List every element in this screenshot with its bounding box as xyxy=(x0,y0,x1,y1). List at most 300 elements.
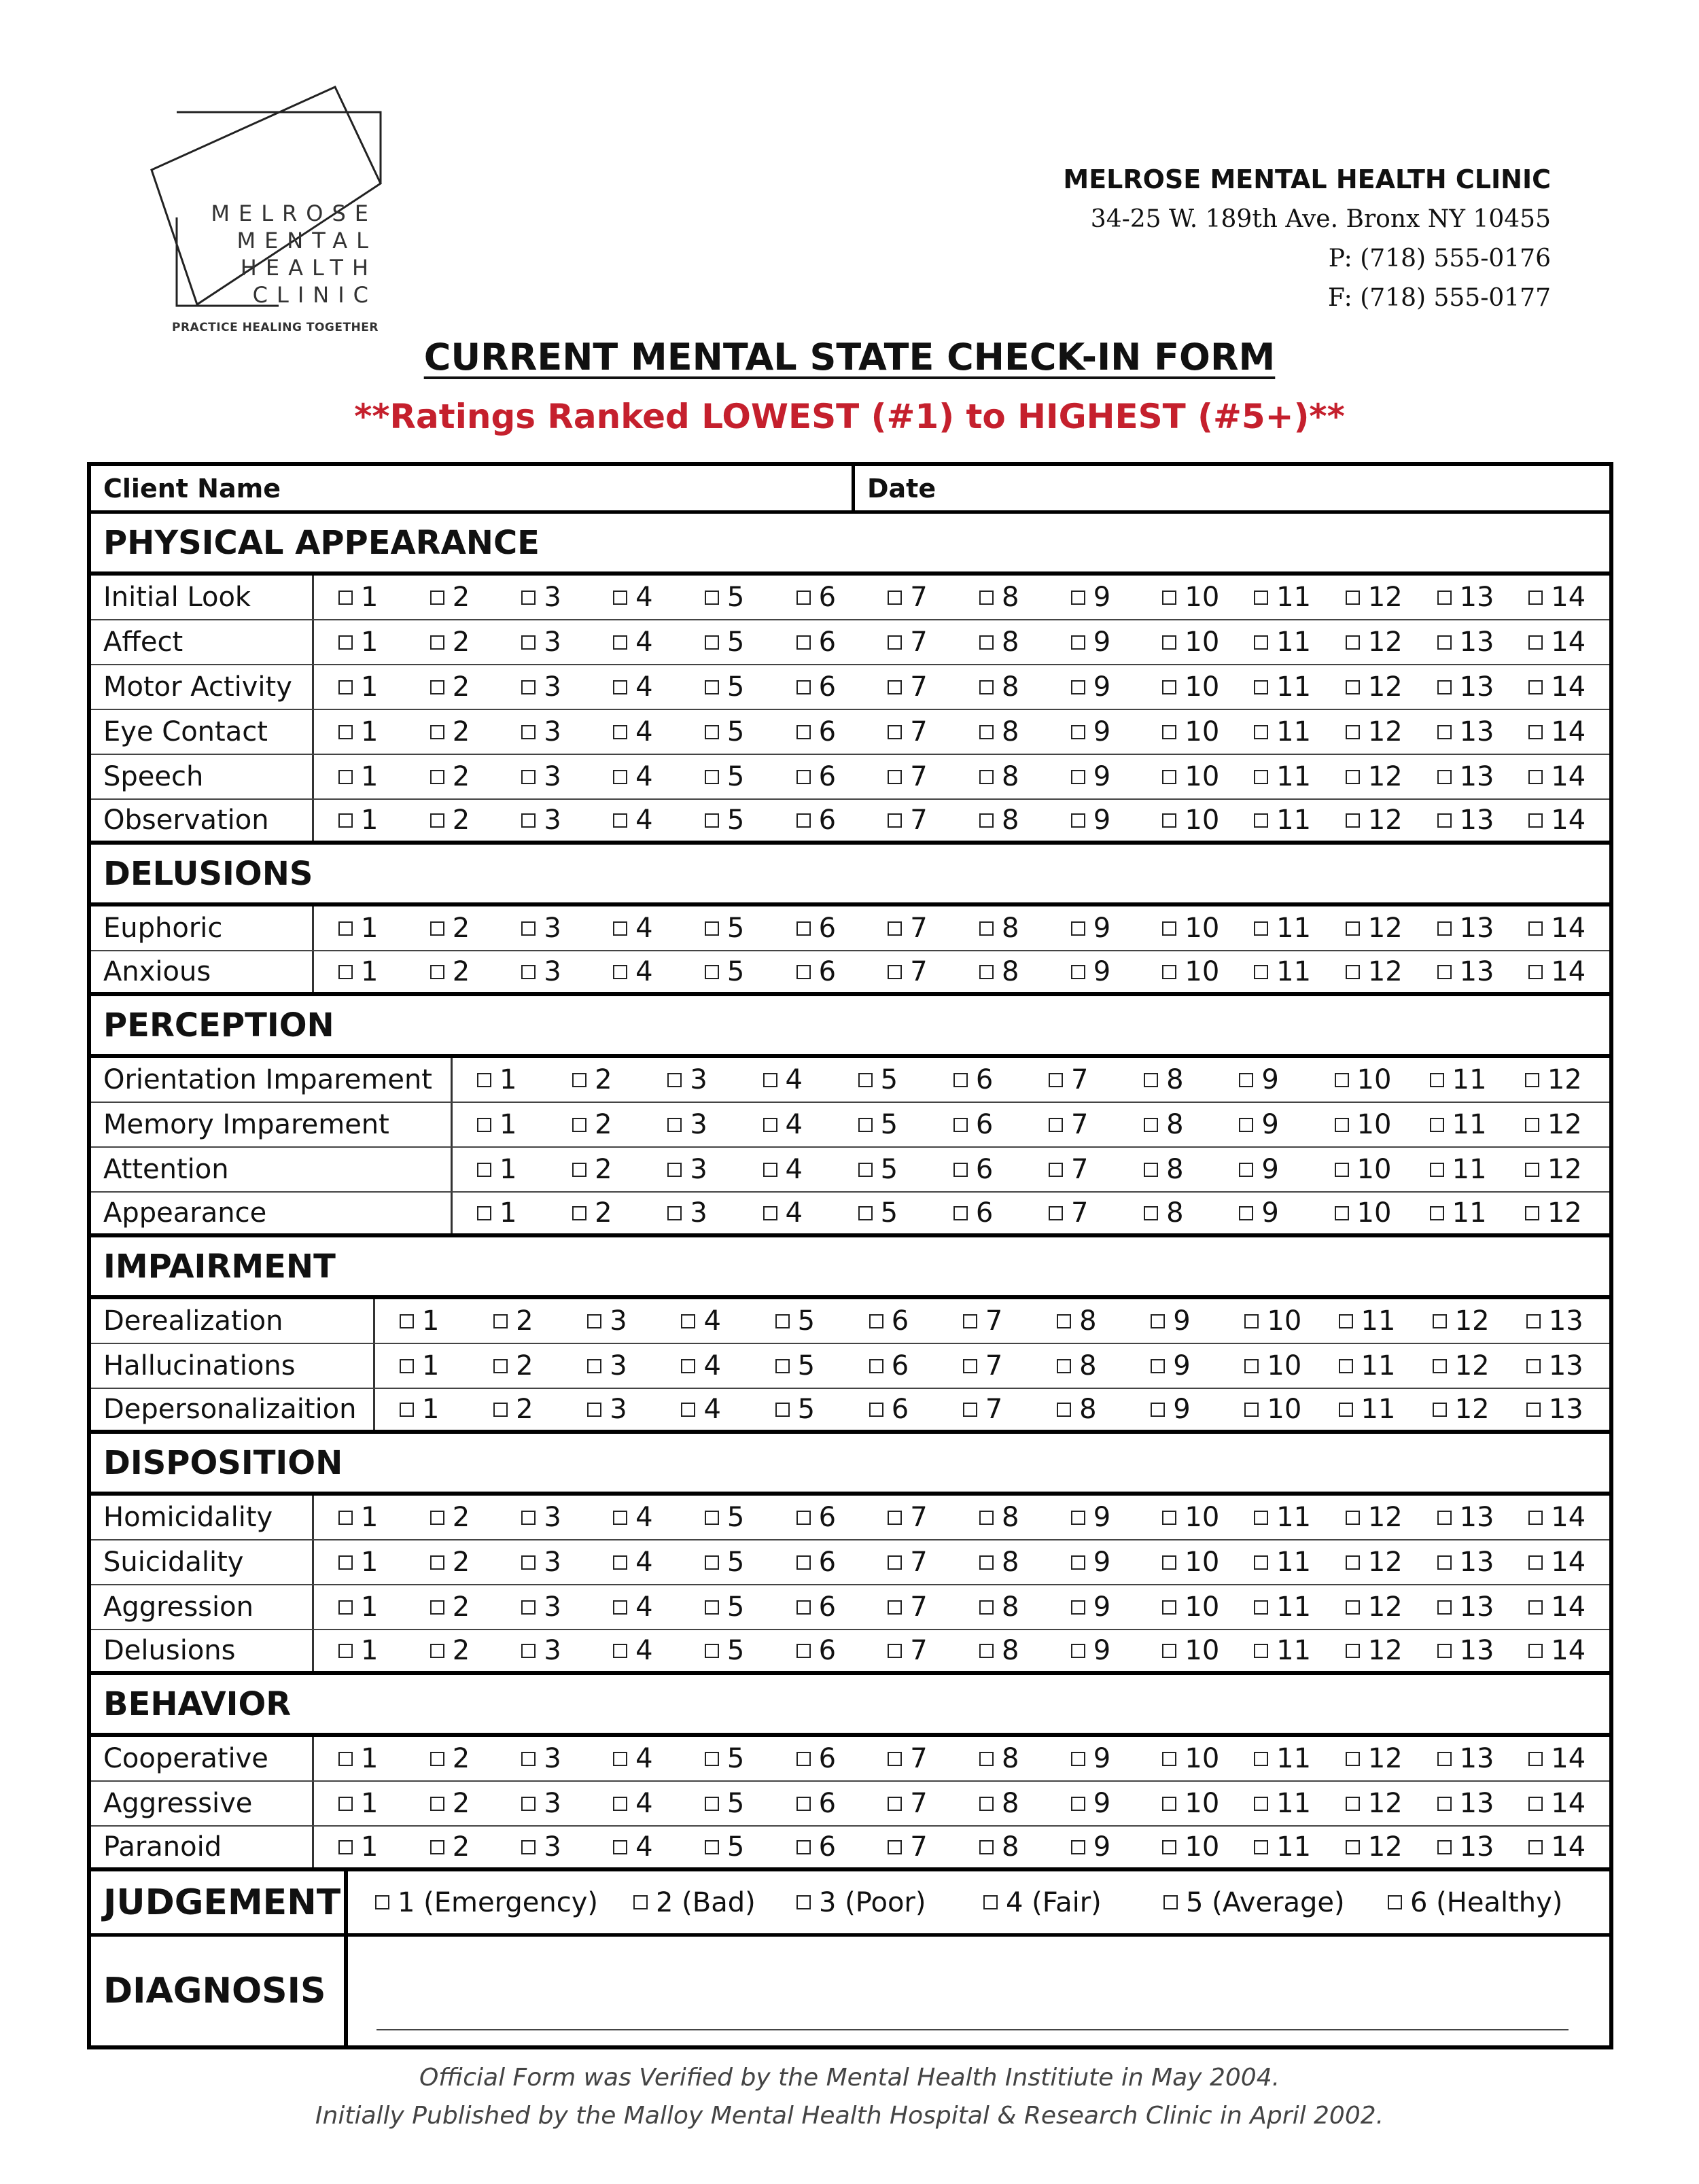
rating-checkbox[interactable] xyxy=(613,576,652,619)
rating-checkbox[interactable] xyxy=(521,755,561,798)
rating-checkbox[interactable] xyxy=(1071,1630,1110,1671)
rating-checkbox[interactable] xyxy=(1346,906,1403,950)
rating-checkbox[interactable] xyxy=(1254,1737,1311,1780)
rating-checkbox[interactable] xyxy=(775,1299,815,1343)
rating-checkbox[interactable] xyxy=(953,1103,993,1146)
rating-checkbox[interactable] xyxy=(979,906,1019,950)
rating-checkbox[interactable] xyxy=(613,710,652,754)
rating-checkbox[interactable] xyxy=(1437,1630,1494,1671)
rating-checkbox[interactable] xyxy=(430,710,470,754)
judgement-option[interactable] xyxy=(375,1871,598,1933)
rating-checkbox[interactable] xyxy=(681,1299,720,1343)
rating-checkbox[interactable] xyxy=(1162,665,1219,709)
rating-checkbox[interactable] xyxy=(979,1782,1019,1825)
rating-checkbox[interactable] xyxy=(888,1827,927,1867)
rating-checkbox[interactable] xyxy=(521,906,561,950)
rating-checkbox[interactable] xyxy=(796,800,836,841)
rating-checkbox[interactable] xyxy=(338,1496,378,1539)
rating-checkbox[interactable] xyxy=(1071,1737,1110,1780)
rating-checkbox[interactable] xyxy=(705,951,744,992)
rating-checkbox[interactable] xyxy=(979,1585,1019,1629)
rating-checkbox[interactable] xyxy=(705,800,744,841)
rating-checkbox[interactable] xyxy=(1057,1299,1096,1343)
rating-checkbox[interactable] xyxy=(338,576,378,619)
rating-checkbox[interactable] xyxy=(1049,1148,1088,1191)
rating-checkbox[interactable] xyxy=(667,1103,707,1146)
rating-checkbox[interactable] xyxy=(587,1299,627,1343)
rating-checkbox[interactable] xyxy=(1254,1540,1311,1584)
rating-checkbox[interactable] xyxy=(477,1103,516,1146)
rating-checkbox[interactable] xyxy=(705,1496,744,1539)
rating-checkbox[interactable] xyxy=(430,1630,470,1671)
rating-checkbox[interactable] xyxy=(430,1782,470,1825)
rating-checkbox[interactable] xyxy=(888,665,927,709)
judgement-option[interactable] xyxy=(1388,1871,1562,1933)
rating-checkbox[interactable] xyxy=(1430,1193,1487,1233)
rating-checkbox[interactable] xyxy=(1437,1737,1494,1780)
rating-checkbox[interactable] xyxy=(400,1344,439,1388)
rating-checkbox[interactable] xyxy=(1430,1058,1487,1102)
rating-checkbox[interactable] xyxy=(521,1585,561,1629)
rating-checkbox[interactable] xyxy=(572,1103,612,1146)
rating-checkbox[interactable] xyxy=(613,1630,652,1671)
rating-checkbox[interactable] xyxy=(521,665,561,709)
rating-checkbox[interactable] xyxy=(796,1782,836,1825)
rating-checkbox[interactable] xyxy=(1346,1585,1403,1629)
rating-checkbox[interactable] xyxy=(338,1827,378,1867)
rating-checkbox[interactable] xyxy=(1049,1193,1088,1233)
rating-checkbox[interactable] xyxy=(953,1058,993,1102)
rating-checkbox[interactable] xyxy=(888,1737,927,1780)
rating-checkbox[interactable] xyxy=(705,1737,744,1780)
rating-checkbox[interactable] xyxy=(1254,1782,1311,1825)
rating-checkbox[interactable] xyxy=(521,800,561,841)
rating-checkbox[interactable] xyxy=(1437,1540,1494,1584)
rating-checkbox[interactable] xyxy=(705,906,744,950)
rating-checkbox[interactable] xyxy=(858,1103,898,1146)
rating-checkbox[interactable] xyxy=(979,1737,1019,1780)
rating-checkbox[interactable] xyxy=(1526,1299,1583,1343)
rating-checkbox[interactable] xyxy=(763,1103,803,1146)
rating-checkbox[interactable] xyxy=(1346,1630,1403,1671)
rating-checkbox[interactable] xyxy=(1430,1103,1487,1146)
rating-checkbox[interactable] xyxy=(1151,1389,1190,1430)
rating-checkbox[interactable] xyxy=(796,620,836,664)
rating-checkbox[interactable] xyxy=(1254,906,1311,950)
rating-checkbox[interactable] xyxy=(1526,1389,1583,1430)
rating-checkbox[interactable] xyxy=(338,1630,378,1671)
rating-checkbox[interactable] xyxy=(1528,1737,1586,1780)
rating-checkbox[interactable] xyxy=(963,1389,1002,1430)
rating-checkbox[interactable] xyxy=(521,620,561,664)
rating-checkbox[interactable] xyxy=(705,665,744,709)
rating-checkbox[interactable] xyxy=(1437,951,1494,992)
rating-checkbox[interactable] xyxy=(705,710,744,754)
rating-checkbox[interactable] xyxy=(1254,1827,1311,1867)
rating-checkbox[interactable] xyxy=(1437,710,1494,754)
rating-checkbox[interactable] xyxy=(613,1782,652,1825)
rating-checkbox[interactable] xyxy=(477,1148,516,1191)
rating-checkbox[interactable] xyxy=(1433,1344,1490,1388)
rating-checkbox[interactable] xyxy=(963,1344,1002,1388)
rating-checkbox[interactable] xyxy=(613,951,652,992)
rating-checkbox[interactable] xyxy=(796,1827,836,1867)
rating-checkbox[interactable] xyxy=(1528,1585,1586,1629)
judgement-option[interactable] xyxy=(633,1871,756,1933)
rating-checkbox[interactable] xyxy=(430,1737,470,1780)
rating-checkbox[interactable] xyxy=(1437,1496,1494,1539)
rating-checkbox[interactable] xyxy=(1254,710,1311,754)
rating-checkbox[interactable] xyxy=(1049,1058,1088,1102)
rating-checkbox[interactable] xyxy=(1335,1103,1392,1146)
rating-checkbox[interactable] xyxy=(338,1540,378,1584)
rating-checkbox[interactable] xyxy=(1346,665,1403,709)
rating-checkbox[interactable] xyxy=(477,1058,516,1102)
rating-checkbox[interactable] xyxy=(521,1630,561,1671)
rating-checkbox[interactable] xyxy=(888,951,927,992)
rating-checkbox[interactable] xyxy=(1162,1737,1219,1780)
rating-checkbox[interactable] xyxy=(1526,1344,1583,1388)
rating-checkbox[interactable] xyxy=(1151,1299,1190,1343)
rating-checkbox[interactable] xyxy=(1071,710,1110,754)
rating-checkbox[interactable] xyxy=(1346,620,1403,664)
rating-checkbox[interactable] xyxy=(572,1058,612,1102)
rating-checkbox[interactable] xyxy=(1433,1299,1490,1343)
rating-checkbox[interactable] xyxy=(1049,1103,1088,1146)
rating-checkbox[interactable] xyxy=(888,755,927,798)
rating-checkbox[interactable] xyxy=(430,951,470,992)
rating-checkbox[interactable] xyxy=(705,620,744,664)
rating-checkbox[interactable] xyxy=(521,1782,561,1825)
rating-checkbox[interactable] xyxy=(979,576,1019,619)
rating-checkbox[interactable] xyxy=(1437,576,1494,619)
rating-checkbox[interactable] xyxy=(1433,1389,1490,1430)
rating-checkbox[interactable] xyxy=(613,620,652,664)
rating-checkbox[interactable] xyxy=(613,1827,652,1867)
rating-checkbox[interactable] xyxy=(1239,1058,1278,1102)
rating-checkbox[interactable] xyxy=(1162,1540,1219,1584)
rating-checkbox[interactable] xyxy=(613,1585,652,1629)
rating-checkbox[interactable] xyxy=(1071,800,1110,841)
rating-checkbox[interactable] xyxy=(521,1737,561,1780)
rating-checkbox[interactable] xyxy=(1528,1630,1586,1671)
rating-checkbox[interactable] xyxy=(613,1496,652,1539)
rating-checkbox[interactable] xyxy=(1346,1782,1403,1825)
rating-checkbox[interactable] xyxy=(1525,1193,1582,1233)
rating-checkbox[interactable] xyxy=(338,906,378,950)
rating-checkbox[interactable] xyxy=(1254,800,1311,841)
rating-checkbox[interactable] xyxy=(1244,1299,1301,1343)
rating-checkbox[interactable] xyxy=(572,1148,612,1191)
rating-checkbox[interactable] xyxy=(1525,1103,1582,1146)
rating-checkbox[interactable] xyxy=(888,1540,927,1584)
client-name-field[interactable] xyxy=(91,466,855,510)
rating-checkbox[interactable] xyxy=(1162,1496,1219,1539)
rating-checkbox[interactable] xyxy=(1528,710,1586,754)
rating-checkbox[interactable] xyxy=(1346,1827,1403,1867)
rating-checkbox[interactable] xyxy=(338,1782,378,1825)
rating-checkbox[interactable] xyxy=(1162,755,1219,798)
rating-checkbox[interactable] xyxy=(1071,1540,1110,1584)
rating-checkbox[interactable] xyxy=(796,1496,836,1539)
rating-checkbox[interactable] xyxy=(1071,951,1110,992)
rating-checkbox[interactable] xyxy=(613,1540,652,1584)
rating-checkbox[interactable] xyxy=(1346,800,1403,841)
rating-checkbox[interactable] xyxy=(613,1737,652,1780)
rating-checkbox[interactable] xyxy=(1437,1585,1494,1629)
rating-checkbox[interactable] xyxy=(1528,755,1586,798)
rating-checkbox[interactable] xyxy=(681,1389,720,1430)
rating-checkbox[interactable] xyxy=(1528,951,1586,992)
rating-checkbox[interactable] xyxy=(979,1630,1019,1671)
rating-checkbox[interactable] xyxy=(979,665,1019,709)
diagnosis-input-line[interactable] xyxy=(376,2029,1569,2030)
rating-checkbox[interactable] xyxy=(705,755,744,798)
rating-checkbox[interactable] xyxy=(430,1585,470,1629)
rating-checkbox[interactable] xyxy=(1528,800,1586,841)
rating-checkbox[interactable] xyxy=(705,1782,744,1825)
rating-checkbox[interactable] xyxy=(1162,620,1219,664)
rating-checkbox[interactable] xyxy=(1071,1585,1110,1629)
rating-checkbox[interactable] xyxy=(1437,800,1494,841)
rating-checkbox[interactable] xyxy=(888,800,927,841)
rating-checkbox[interactable] xyxy=(1162,951,1219,992)
rating-checkbox[interactable] xyxy=(796,1737,836,1780)
rating-checkbox[interactable] xyxy=(1239,1193,1278,1233)
rating-checkbox[interactable] xyxy=(1528,620,1586,664)
rating-checkbox[interactable] xyxy=(1254,1496,1311,1539)
rating-checkbox[interactable] xyxy=(858,1148,898,1191)
rating-checkbox[interactable] xyxy=(1162,906,1219,950)
rating-checkbox[interactable] xyxy=(1437,755,1494,798)
rating-checkbox[interactable] xyxy=(705,1540,744,1584)
rating-checkbox[interactable] xyxy=(1244,1389,1301,1430)
rating-checkbox[interactable] xyxy=(613,906,652,950)
rating-checkbox[interactable] xyxy=(953,1193,993,1233)
rating-checkbox[interactable] xyxy=(1525,1058,1582,1102)
rating-checkbox[interactable] xyxy=(1162,1585,1219,1629)
rating-checkbox[interactable] xyxy=(1437,620,1494,664)
rating-checkbox[interactable] xyxy=(979,1540,1019,1584)
rating-checkbox[interactable] xyxy=(1437,1827,1494,1867)
rating-checkbox[interactable] xyxy=(1528,1827,1586,1867)
rating-checkbox[interactable] xyxy=(1339,1389,1396,1430)
rating-checkbox[interactable] xyxy=(430,1540,470,1584)
rating-checkbox[interactable] xyxy=(613,800,652,841)
rating-checkbox[interactable] xyxy=(775,1389,815,1430)
rating-checkbox[interactable] xyxy=(1437,1782,1494,1825)
rating-checkbox[interactable] xyxy=(1162,800,1219,841)
rating-checkbox[interactable] xyxy=(1525,1148,1582,1191)
rating-checkbox[interactable] xyxy=(1162,1827,1219,1867)
rating-checkbox[interactable] xyxy=(667,1193,707,1233)
rating-checkbox[interactable] xyxy=(1346,576,1403,619)
rating-checkbox[interactable] xyxy=(400,1389,439,1430)
rating-checkbox[interactable] xyxy=(979,1496,1019,1539)
rating-checkbox[interactable] xyxy=(796,1630,836,1671)
rating-checkbox[interactable] xyxy=(796,665,836,709)
rating-checkbox[interactable] xyxy=(1162,1630,1219,1671)
rating-checkbox[interactable] xyxy=(493,1389,533,1430)
rating-checkbox[interactable] xyxy=(1057,1344,1096,1388)
rating-checkbox[interactable] xyxy=(1430,1148,1487,1191)
rating-checkbox[interactable] xyxy=(1071,665,1110,709)
rating-checkbox[interactable] xyxy=(1144,1148,1183,1191)
rating-checkbox[interactable] xyxy=(705,1585,744,1629)
rating-checkbox[interactable] xyxy=(493,1344,533,1388)
rating-checkbox[interactable] xyxy=(1239,1103,1278,1146)
rating-checkbox[interactable] xyxy=(1071,620,1110,664)
rating-checkbox[interactable] xyxy=(763,1058,803,1102)
date-field[interactable] xyxy=(855,466,1609,510)
rating-checkbox[interactable] xyxy=(1528,1782,1586,1825)
rating-checkbox[interactable] xyxy=(1151,1344,1190,1388)
rating-checkbox[interactable] xyxy=(979,755,1019,798)
rating-checkbox[interactable] xyxy=(1144,1103,1183,1146)
rating-checkbox[interactable] xyxy=(493,1299,533,1343)
rating-checkbox[interactable] xyxy=(1239,1148,1278,1191)
rating-checkbox[interactable] xyxy=(869,1344,909,1388)
rating-checkbox[interactable] xyxy=(1071,1782,1110,1825)
rating-checkbox[interactable] xyxy=(979,620,1019,664)
rating-checkbox[interactable] xyxy=(979,951,1019,992)
rating-checkbox[interactable] xyxy=(338,951,378,992)
rating-checkbox[interactable] xyxy=(1254,665,1311,709)
judgement-option[interactable] xyxy=(1163,1871,1345,1933)
rating-checkbox[interactable] xyxy=(521,1540,561,1584)
rating-checkbox[interactable] xyxy=(430,800,470,841)
rating-checkbox[interactable] xyxy=(705,1630,744,1671)
rating-checkbox[interactable] xyxy=(1244,1344,1301,1388)
rating-checkbox[interactable] xyxy=(430,1827,470,1867)
rating-checkbox[interactable] xyxy=(1162,710,1219,754)
rating-checkbox[interactable] xyxy=(1254,755,1311,798)
rating-checkbox[interactable] xyxy=(521,1827,561,1867)
rating-checkbox[interactable] xyxy=(705,576,744,619)
rating-checkbox[interactable] xyxy=(979,800,1019,841)
rating-checkbox[interactable] xyxy=(430,755,470,798)
rating-checkbox[interactable] xyxy=(796,576,836,619)
rating-checkbox[interactable] xyxy=(763,1193,803,1233)
rating-checkbox[interactable] xyxy=(1144,1193,1183,1233)
rating-checkbox[interactable] xyxy=(521,1496,561,1539)
rating-checkbox[interactable] xyxy=(1254,1630,1311,1671)
rating-checkbox[interactable] xyxy=(430,906,470,950)
rating-checkbox[interactable] xyxy=(705,1827,744,1867)
rating-checkbox[interactable] xyxy=(888,906,927,950)
rating-checkbox[interactable] xyxy=(613,755,652,798)
rating-checkbox[interactable] xyxy=(587,1389,627,1430)
rating-checkbox[interactable] xyxy=(1528,576,1586,619)
rating-checkbox[interactable] xyxy=(1254,951,1311,992)
rating-checkbox[interactable] xyxy=(1346,710,1403,754)
rating-checkbox[interactable] xyxy=(1346,1496,1403,1539)
rating-checkbox[interactable] xyxy=(1528,1540,1586,1584)
rating-checkbox[interactable] xyxy=(667,1148,707,1191)
rating-checkbox[interactable] xyxy=(521,951,561,992)
rating-checkbox[interactable] xyxy=(681,1344,720,1388)
rating-checkbox[interactable] xyxy=(1346,755,1403,798)
judgement-option[interactable] xyxy=(983,1871,1102,1933)
rating-checkbox[interactable] xyxy=(1162,576,1219,619)
rating-checkbox[interactable] xyxy=(888,1585,927,1629)
rating-checkbox[interactable] xyxy=(1437,906,1494,950)
rating-checkbox[interactable] xyxy=(430,620,470,664)
rating-checkbox[interactable] xyxy=(1346,951,1403,992)
rating-checkbox[interactable] xyxy=(796,1540,836,1584)
rating-checkbox[interactable] xyxy=(430,576,470,619)
rating-checkbox[interactable] xyxy=(858,1193,898,1233)
rating-checkbox[interactable] xyxy=(1057,1389,1096,1430)
rating-checkbox[interactable] xyxy=(796,951,836,992)
rating-checkbox[interactable] xyxy=(1071,755,1110,798)
rating-checkbox[interactable] xyxy=(1339,1344,1396,1388)
rating-checkbox[interactable] xyxy=(963,1299,1002,1343)
rating-checkbox[interactable] xyxy=(1071,1496,1110,1539)
rating-checkbox[interactable] xyxy=(1335,1058,1392,1102)
rating-checkbox[interactable] xyxy=(888,1630,927,1671)
judgement-option[interactable] xyxy=(796,1871,926,1933)
rating-checkbox[interactable] xyxy=(572,1193,612,1233)
rating-checkbox[interactable] xyxy=(1346,1737,1403,1780)
rating-checkbox[interactable] xyxy=(1162,1782,1219,1825)
rating-checkbox[interactable] xyxy=(763,1148,803,1191)
rating-checkbox[interactable] xyxy=(521,576,561,619)
rating-checkbox[interactable] xyxy=(1144,1058,1183,1102)
rating-checkbox[interactable] xyxy=(953,1148,993,1191)
rating-checkbox[interactable] xyxy=(869,1299,909,1343)
rating-checkbox[interactable] xyxy=(1071,906,1110,950)
rating-checkbox[interactable] xyxy=(775,1344,815,1388)
rating-checkbox[interactable] xyxy=(979,710,1019,754)
rating-checkbox[interactable] xyxy=(1335,1193,1392,1233)
rating-checkbox[interactable] xyxy=(1437,665,1494,709)
rating-checkbox[interactable] xyxy=(1528,1496,1586,1539)
rating-checkbox[interactable] xyxy=(888,620,927,664)
rating-checkbox[interactable] xyxy=(338,1737,378,1780)
rating-checkbox[interactable] xyxy=(796,1585,836,1629)
rating-checkbox[interactable] xyxy=(888,1782,927,1825)
rating-checkbox[interactable] xyxy=(613,665,652,709)
rating-checkbox[interactable] xyxy=(888,576,927,619)
rating-checkbox[interactable] xyxy=(858,1058,898,1102)
rating-checkbox[interactable] xyxy=(338,620,378,664)
rating-checkbox[interactable] xyxy=(1528,665,1586,709)
rating-checkbox[interactable] xyxy=(400,1299,439,1343)
rating-checkbox[interactable] xyxy=(477,1193,516,1233)
rating-checkbox[interactable] xyxy=(338,1585,378,1629)
rating-checkbox[interactable] xyxy=(888,1496,927,1539)
rating-checkbox[interactable] xyxy=(587,1344,627,1388)
rating-checkbox[interactable] xyxy=(1335,1148,1392,1191)
rating-checkbox[interactable] xyxy=(796,755,836,798)
rating-checkbox[interactable] xyxy=(1528,906,1586,950)
rating-checkbox[interactable] xyxy=(1254,620,1311,664)
rating-checkbox[interactable] xyxy=(1071,576,1110,619)
rating-checkbox[interactable] xyxy=(888,710,927,754)
rating-checkbox[interactable] xyxy=(667,1058,707,1102)
rating-checkbox[interactable] xyxy=(1071,1827,1110,1867)
rating-checkbox[interactable] xyxy=(796,906,836,950)
rating-checkbox[interactable] xyxy=(338,755,378,798)
rating-checkbox[interactable] xyxy=(338,800,378,841)
rating-checkbox[interactable] xyxy=(1254,1585,1311,1629)
rating-checkbox[interactable] xyxy=(1254,576,1311,619)
rating-checkbox[interactable] xyxy=(796,710,836,754)
rating-checkbox[interactable] xyxy=(869,1389,909,1430)
rating-checkbox[interactable] xyxy=(338,665,378,709)
rating-checkbox[interactable] xyxy=(1346,1540,1403,1584)
